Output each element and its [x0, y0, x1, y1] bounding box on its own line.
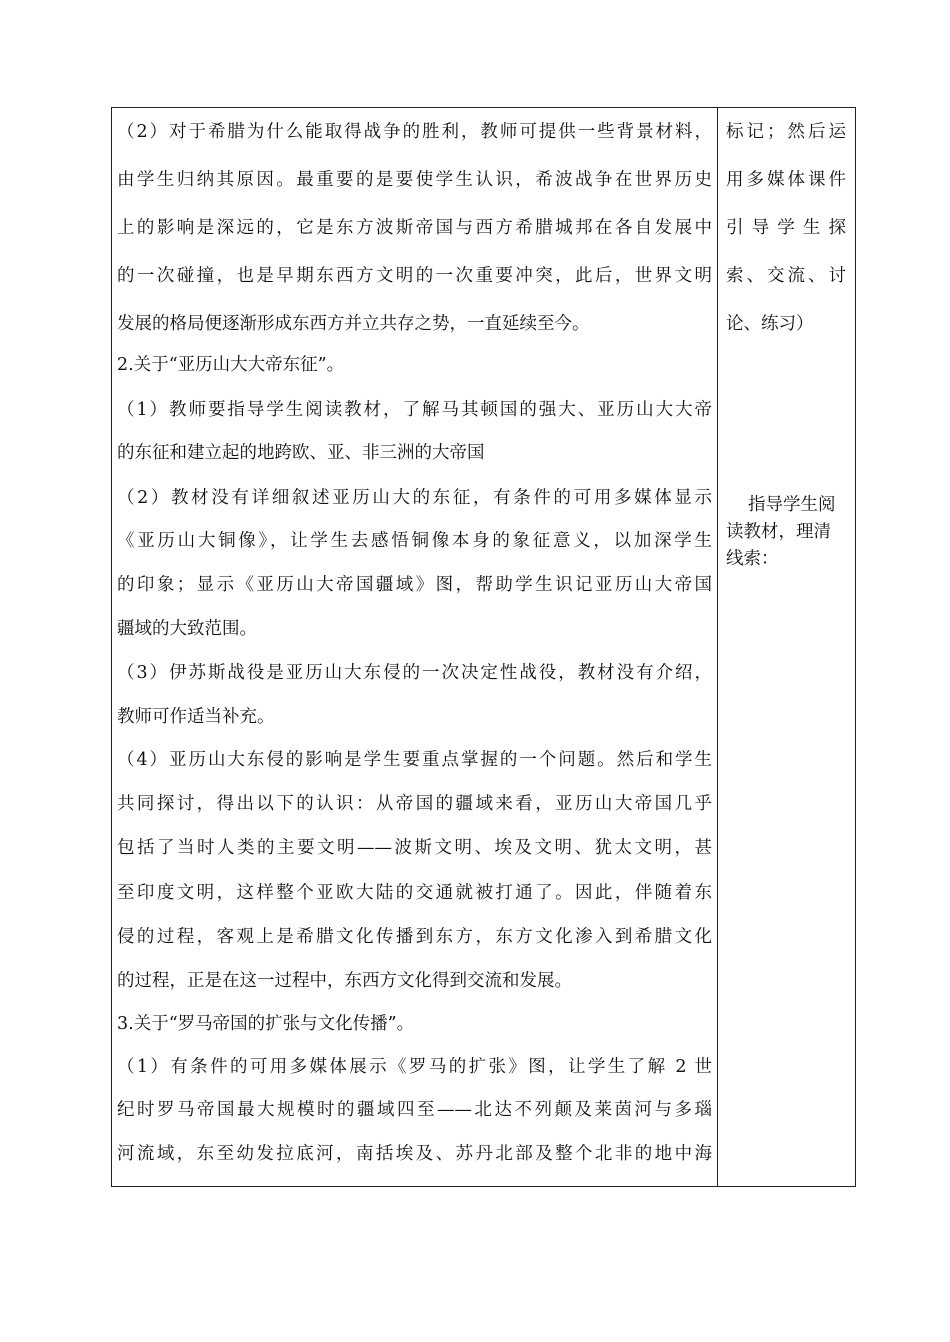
content-line: 《亚历山大铜像》，让学生去感悟铜像本身的象征意义，以加深学生 [117, 531, 712, 551]
method-line: 索、交流、讨 [726, 266, 846, 286]
content-line: （3）伊苏斯战役是亚历山大东侵的一次决定性战役，教材没有介绍， [117, 663, 712, 683]
content-line: 侵的过程，客观上是希腊文化传播到东方，东方文化渗入到希腊文化 [117, 927, 712, 947]
content-line: 由学生归纳其原因。最重要的是要使学生认识，希波战争在世界历史 [117, 170, 712, 190]
content-line: 的过程，正是在这一过程中，东西方文化得到交流和发展。 [117, 971, 572, 991]
method-line: 指导学生阅 [748, 495, 836, 515]
content-line: （2）对于希腊为什么能取得战争的胜利，教师可提供一些背景材料， [117, 122, 712, 142]
content-line: （2）教材没有详细叙述亚历山大的东征，有条件的可用多媒体显示 [117, 488, 712, 508]
content-line: （4）亚历山大东侵的影响是学生要重点掌握的一个问题。然后和学生 [117, 750, 712, 770]
content-line: 纪时罗马帝国最大规模时的疆域四至——北达不列颠及莱茵河与多瑙 [117, 1100, 712, 1120]
content-line: 的一次碰撞，也是早期东西方文明的一次重要冲突，此后，世界文明 [117, 266, 712, 286]
column-divider [717, 108, 718, 1186]
method-line: 论、练习） [726, 314, 814, 334]
content-line: 至印度文明，这样整个亚欧大陆的交通就被打通了。因此，伴随着东 [117, 883, 712, 903]
content-line: 教师可作适当补充。 [117, 707, 275, 727]
method-line: 线索： [726, 549, 779, 569]
method-line: 用多媒体课件 [726, 170, 846, 190]
content-line: （1）教师要指导学生阅读教材，了解马其顿国的强大、亚历山大大帝 [117, 400, 712, 420]
method-line: 读教材，理清 [726, 522, 831, 542]
content-line: 疆域的大致范围。 [117, 619, 257, 639]
method-line: 标记；然后运 [726, 122, 846, 142]
content-line: 的印象；显示《亚历山大帝国疆域》图，帮助学生识记亚历山大帝国 [117, 575, 712, 595]
content-line: 河流域，东至幼发拉底河，南括埃及、苏丹北部及整个北非的地中海 [117, 1144, 712, 1164]
content-line: 共同探讨，得出以下的认识：从帝国的疆域来看，亚历山大帝国几乎 [117, 794, 712, 814]
content-line: 包括了当时人类的主要文明——波斯文明、埃及文明、犹太文明，甚 [117, 838, 712, 858]
content-line: 的东征和建立起的地跨欧、亚、非三洲的大帝国 [117, 443, 485, 463]
content-line: 发展的格局便逐渐形成东西方并立共存之势，一直延续至今。 [117, 314, 590, 334]
lesson-table [111, 107, 856, 1187]
method-line: 引导学生探 [726, 218, 846, 238]
content-line: （1）有条件的可用多媒体展示《罗马的扩张》图，让学生了解 2 世 [117, 1057, 712, 1077]
content-line: 3.关于“罗马帝国的扩张与文化传播”。 [117, 1014, 415, 1034]
content-line: 上的影响是深远的，它是东方波斯帝国与西方希腊城邦在各自发展中 [117, 218, 712, 238]
content-line: 2.关于“亚历山大大帝东征”。 [117, 355, 345, 375]
